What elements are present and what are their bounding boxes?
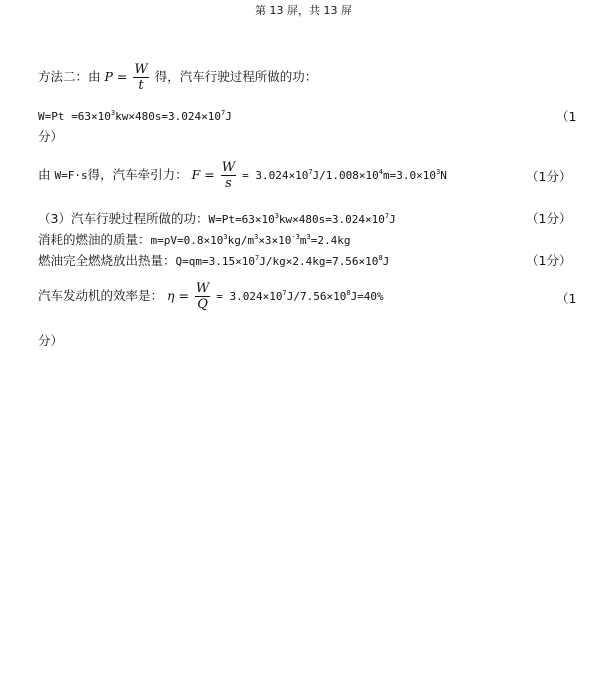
fraction-numerator: W (221, 160, 236, 175)
part-three-line (38, 211, 396, 228)
work-text-a: W=Pt =63×10 (38, 110, 111, 123)
force-text-c: m=3.0×10 (383, 169, 436, 182)
traction-score: （1分） (526, 169, 572, 184)
part-three-text-c: J (389, 213, 396, 226)
mass-exp-4: 3 (306, 233, 311, 241)
eff-text-c: J=40% (350, 290, 384, 303)
method-two-prefix: 方法二：由 (38, 69, 101, 84)
eff-exp-2: 8 (346, 289, 351, 297)
part-three-text-a: W=Pt=63×10 (208, 213, 275, 226)
work-exp-2: 7 (221, 109, 226, 117)
heat-text-a: Q=qm=3.15×10 (175, 255, 255, 268)
heat-score: （1分） (526, 253, 572, 268)
traction-middle: 得，汽车牵引力： (87, 167, 188, 182)
power-fraction (133, 62, 148, 93)
heat-text-c: J (382, 255, 390, 268)
fraction-numerator: W (134, 62, 148, 77)
heat-exp-1: 7 (255, 254, 260, 262)
fuel-mass-label: 消耗的燃油的质量： (38, 232, 151, 247)
page-header: 第 13 屏，共 13 屏 (255, 4, 352, 17)
eff-exp-1: 7 (282, 289, 287, 297)
mass-text-a: m=ρV=0.8×10 (150, 234, 224, 247)
work-score-close: 分） (38, 129, 64, 144)
fraction-denominator: Q (197, 297, 208, 312)
force-fraction (221, 160, 236, 191)
part-three-label: （3）汽车行驶过程所做的功： (38, 211, 209, 226)
force-exp-3: 3 (435, 168, 441, 176)
part-three-exp-2: 7 (384, 212, 390, 220)
force-text-d: N (440, 169, 447, 182)
heat-exp-2: 8 (378, 254, 383, 262)
efficiency-line (38, 281, 384, 312)
method-two-suffix: 得，汽车行驶过程所做的功： (154, 69, 318, 84)
fraction-denominator: s (225, 176, 232, 191)
mass-exp-2: 3 (254, 233, 259, 241)
force-text-b: J/1.008×10 (312, 169, 379, 182)
mass-text-c: ×3×10 (258, 234, 292, 247)
force-exp-1: 7 (308, 168, 313, 176)
mass-text-d: m (299, 234, 307, 247)
fraction-numerator: W (195, 281, 210, 296)
work-equation-line (38, 109, 232, 125)
eff-text-b: J/7.56×10 (286, 290, 347, 303)
heat-text-b: J/kg×2.4kg=7.56×10 (259, 255, 379, 268)
work-exp-1: 3 (110, 109, 116, 117)
power-symbol: P = (104, 69, 128, 84)
force-text-a: = 3.024×10 (242, 169, 309, 182)
force-symbol: F = (191, 167, 215, 182)
efficiency-score-close: 分） (38, 333, 64, 348)
part-three-exp-1: 3 (274, 212, 279, 220)
traction-prefix: 由 (38, 167, 51, 182)
efficiency-label: 汽车发动机的效率是： (38, 288, 164, 303)
force-exp-2: 4 (378, 168, 383, 176)
mass-exp-3: -3 (291, 233, 300, 241)
mass-text-b: kg/m (227, 234, 255, 247)
traction-formula: W=F·s (54, 169, 88, 182)
eff-text-a: = 3.024×10 (216, 290, 283, 303)
method-two-line (38, 62, 317, 93)
eta-symbol: η = (167, 288, 189, 303)
work-text-b: kw×480s=3.024×10 (115, 110, 222, 123)
part-three-score: （1分） (526, 211, 572, 226)
mass-exp-1: 3 (223, 233, 228, 241)
mass-text-e: =2.4kg (310, 234, 351, 247)
efficiency-fraction (195, 281, 210, 312)
efficiency-score-open: （1 (556, 291, 577, 306)
fraction-denominator: t (138, 78, 144, 93)
fuel-mass-line (38, 232, 350, 249)
heat-released-line (38, 253, 389, 270)
heat-label: 燃油完全燃烧放出热量： (38, 253, 176, 268)
work-score-open: （1 (556, 109, 577, 124)
work-text-c: J (225, 110, 232, 123)
part-three-text-b: kw×480s=3.024×10 (278, 213, 385, 226)
traction-force-line (38, 160, 447, 191)
